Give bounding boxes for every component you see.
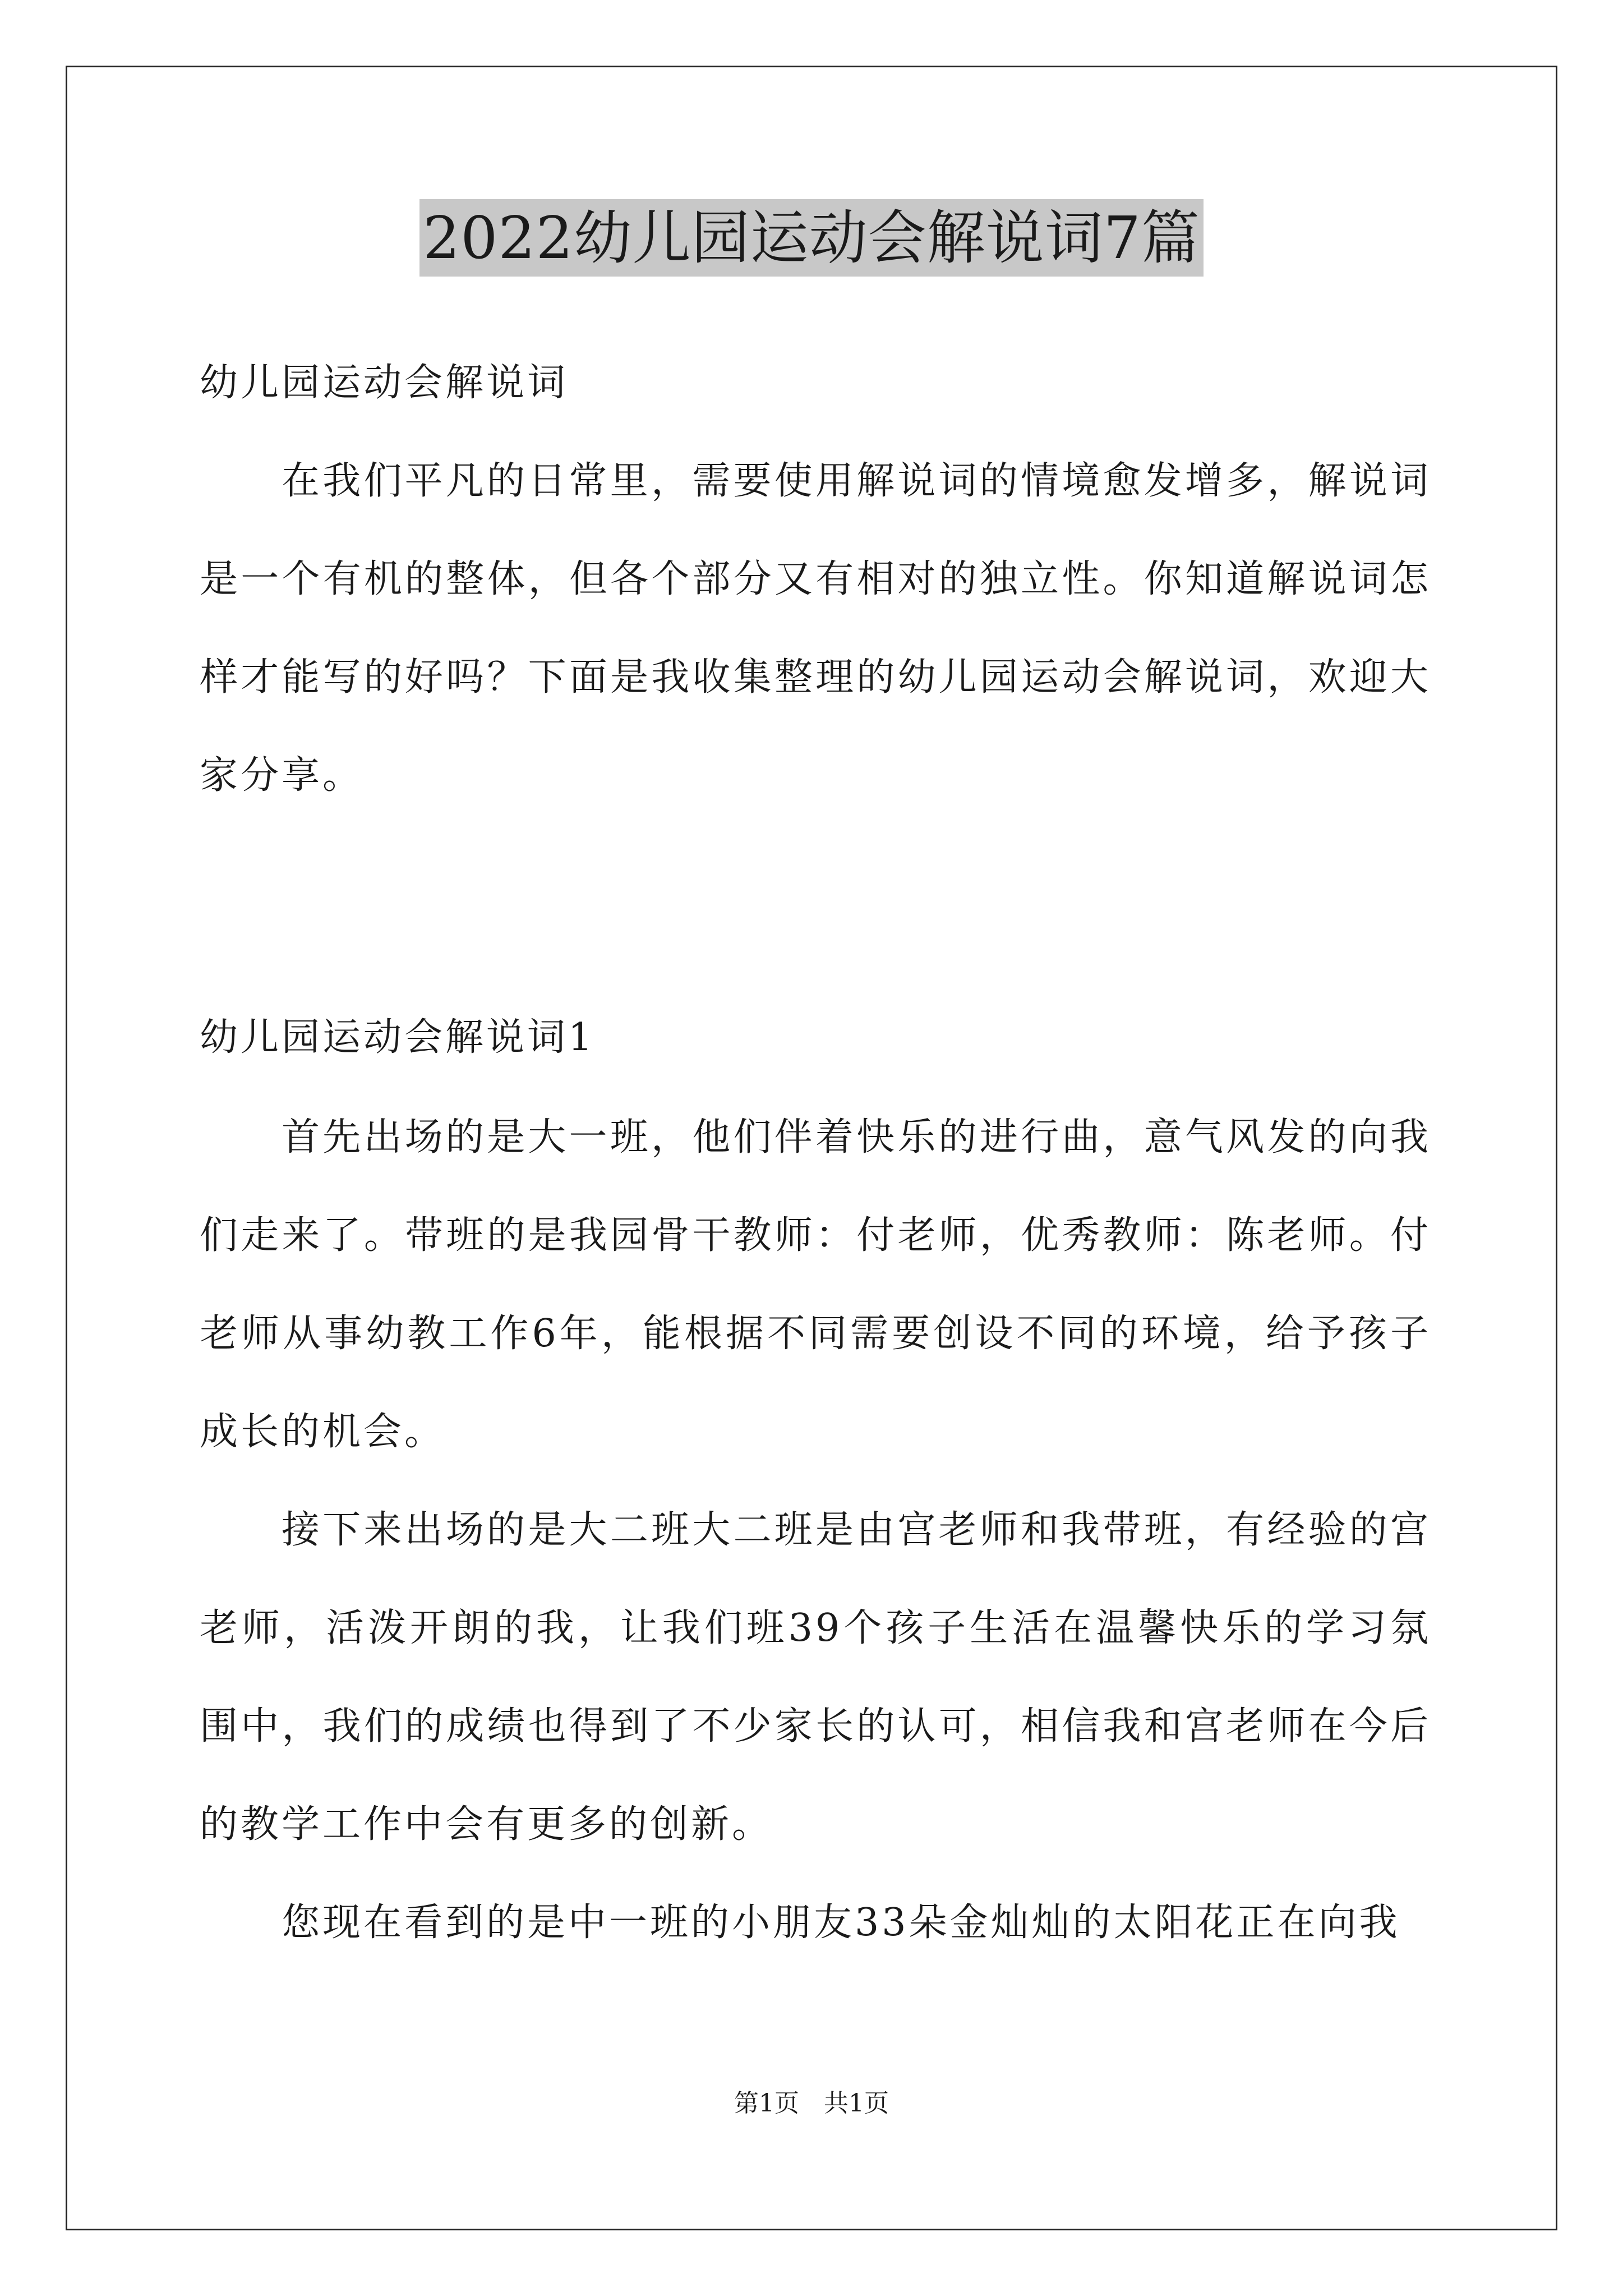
body-paragraph-2: 接下来出场的是大二班大二班是由宫老师和我带班，有经验的宫老师，活泼开朗的我，让我们班39个孩子生活在温馨快乐的学习氛围中，我们的成绩也得到了不少家长的认可，相信我和宫老师在今后的教学工作中会有更多的创新。 — [200, 1508, 1431, 1847]
body-paragraph-3: 您现在看到的是中一班的小朋友33朵金灿灿的太阳花正在向我 — [282, 1901, 1400, 1945]
page-footer: 第1页 共1页 — [734, 2089, 889, 2118]
document-title: 2022幼儿园运动会解说词7篇 — [419, 199, 1204, 277]
intro-heading: 幼儿园运动会解说词 — [200, 361, 569, 405]
body-paragraph-1: 首先出场的是大一班，他们伴着快乐的进行曲，意气风发的向我们走来了。带班的是我园骨干教师：付老师，优秀教师：陈老师。付老师从事幼教工作6年，能根据不同需要创设不同的环境，给予孩子成长的机会。 — [200, 1115, 1431, 1454]
title-container — [0, 199, 1623, 277]
intro-paragraph: 在我们平凡的日常里，需要使用解说词的情境愈发增多，解说词是一个有机的整体，但各个部分又有相对的独立性。你知道解说词怎样才能写的好吗？下面是我收集整理的幼儿园运动会解说词，欢迎大家分享。 — [200, 459, 1431, 798]
section-heading: 幼儿园运动会解说词1 — [200, 1015, 596, 1060]
